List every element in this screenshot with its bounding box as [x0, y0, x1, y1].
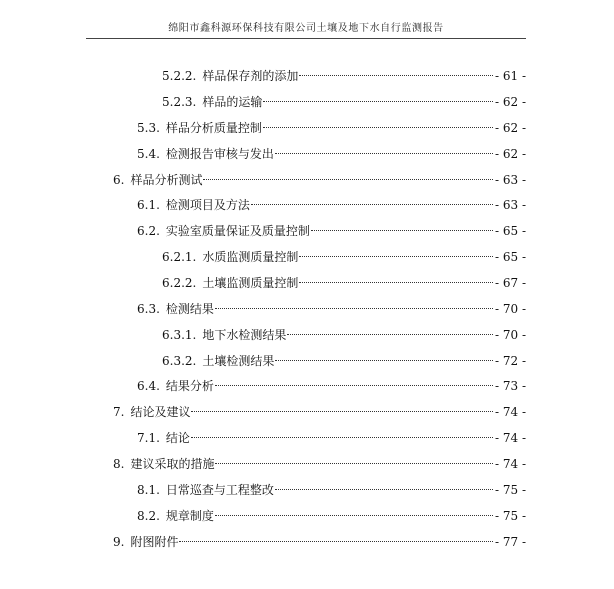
toc-number: 8.: [113, 457, 125, 471]
toc-number: 6.3.1.: [162, 328, 197, 342]
toc-dot-leader: [275, 489, 493, 490]
toc-page-number: - 74 -: [494, 457, 526, 471]
toc-entry-9[interactable]: [113, 533, 526, 551]
toc-title: 水质监测质量控制: [202, 250, 299, 264]
toc-title: 附图附件: [130, 535, 179, 549]
toc-entry-7-1[interactable]: [137, 429, 526, 447]
toc-dot-leader: [263, 101, 493, 102]
toc-entry-6-2[interactable]: [137, 222, 526, 240]
toc-entry-6-4[interactable]: [137, 377, 526, 395]
toc-entry-6-3-2[interactable]: [162, 352, 526, 370]
toc-number: 8.2.: [137, 509, 160, 523]
toc-number: 7.1.: [137, 431, 160, 445]
toc-page-number: - 74 -: [494, 405, 526, 419]
toc-number: 6.2.2.: [162, 276, 197, 290]
toc-entry-5-3[interactable]: [137, 119, 526, 137]
toc-dot-leader: [299, 256, 493, 257]
toc-dot-leader: [215, 308, 493, 309]
toc-number: 6.2.1.: [162, 250, 197, 264]
toc-title: 建议采取的措施: [130, 457, 215, 471]
toc-title: 样品保存剂的添加: [202, 69, 299, 83]
toc-page-number: - 62 -: [494, 95, 526, 109]
toc-page-number: - 63 -: [494, 198, 526, 212]
toc-title: 结果分析: [165, 379, 214, 393]
toc-page-number: - 73 -: [494, 379, 526, 393]
toc-dot-leader: [251, 204, 493, 205]
toc-entry-8-2[interactable]: [137, 507, 526, 525]
toc-page-number: - 74 -: [494, 431, 526, 445]
toc-number: 6.3.: [137, 302, 160, 316]
toc-page-number: - 62 -: [494, 121, 526, 135]
toc-dot-leader: [191, 437, 493, 438]
toc-entry-8-1[interactable]: [137, 481, 526, 499]
toc-number: 6.: [113, 173, 125, 187]
toc-number: 8.1.: [137, 483, 160, 497]
toc-page-number: - 63 -: [494, 173, 526, 187]
toc-page-number: - 61 -: [494, 69, 526, 83]
toc-title: 地下水检测结果: [202, 328, 287, 342]
toc-entry-5-2-2[interactable]: [162, 67, 526, 85]
toc-page-number: - 65 -: [494, 250, 526, 264]
toc-page-number: - 67 -: [494, 276, 526, 290]
toc-dot-leader: [215, 515, 493, 516]
toc-page-number: - 65 -: [494, 224, 526, 238]
page-header-title: 绵阳市鑫科源环保科技有限公司土壤及地下水自行监测报告: [168, 23, 444, 34]
toc-page-number: - 75 -: [494, 509, 526, 523]
toc-number: 7.: [113, 405, 125, 419]
toc-dot-leader: [299, 282, 493, 283]
toc-page-number: - 72 -: [494, 354, 526, 368]
toc-dot-leader: [287, 334, 493, 335]
toc-title: 土壤检测结果: [202, 354, 275, 368]
toc-title: 检测项目及方法: [165, 198, 250, 212]
toc-page-number: - 70 -: [494, 328, 526, 342]
toc-number: 5.2.2.: [162, 69, 197, 83]
toc-dot-leader: [299, 75, 493, 76]
toc-entry-6[interactable]: [113, 171, 526, 189]
toc-title: 样品分析质量控制: [165, 121, 262, 135]
toc-title: 实验室质量保证及质量控制: [165, 224, 310, 238]
toc-title: 结论: [165, 431, 190, 445]
toc-dot-leader: [275, 153, 493, 154]
toc-title: 样品分析测试: [130, 173, 203, 187]
toc-dot-leader: [215, 463, 493, 464]
toc-entry-5-2-3[interactable]: [162, 93, 526, 111]
toc-title: 样品的运输: [202, 95, 263, 109]
toc-number: 5.4.: [137, 147, 160, 161]
toc-number: 5.2.3.: [162, 95, 197, 109]
toc-entry-7[interactable]: [113, 403, 526, 421]
toc-page-number: - 70 -: [494, 302, 526, 316]
toc-number: 6.2.: [137, 224, 160, 238]
toc-title: 结论及建议: [130, 405, 191, 419]
toc-title: 检测结果: [165, 302, 214, 316]
toc-page-number: - 62 -: [494, 147, 526, 161]
toc-title: 土壤监测质量控制: [202, 276, 299, 290]
toc-number: 6.4.: [137, 379, 160, 393]
toc-entry-6-3[interactable]: [137, 300, 526, 318]
toc-dot-leader: [275, 360, 493, 361]
toc-entry-6-2-2[interactable]: [162, 274, 526, 292]
toc-number: 9.: [113, 535, 125, 549]
toc-number: 6.1.: [137, 198, 160, 212]
toc-dot-leader: [191, 411, 493, 412]
toc-title: 日常巡查与工程整改: [165, 483, 274, 497]
toc-dot-leader: [179, 541, 493, 542]
toc-entry-6-3-1[interactable]: [162, 326, 526, 344]
toc-title: 检测报告审核与发出: [165, 147, 274, 161]
toc-number: 5.3.: [137, 121, 160, 135]
toc-dot-leader: [311, 230, 493, 231]
toc-entry-6-2-1[interactable]: [162, 248, 526, 266]
toc-dot-leader: [203, 179, 493, 180]
toc-title: 规章制度: [165, 509, 214, 523]
toc-entry-6-1[interactable]: [137, 196, 526, 214]
toc-page-number: - 75 -: [494, 483, 526, 497]
toc-entry-8[interactable]: [113, 455, 526, 473]
toc-entry-5-4[interactable]: [137, 145, 526, 163]
toc-page-number: - 77 -: [494, 535, 526, 549]
toc-dot-leader: [215, 385, 493, 386]
toc-dot-leader: [263, 127, 493, 128]
toc-number: 6.3.2.: [162, 354, 197, 368]
